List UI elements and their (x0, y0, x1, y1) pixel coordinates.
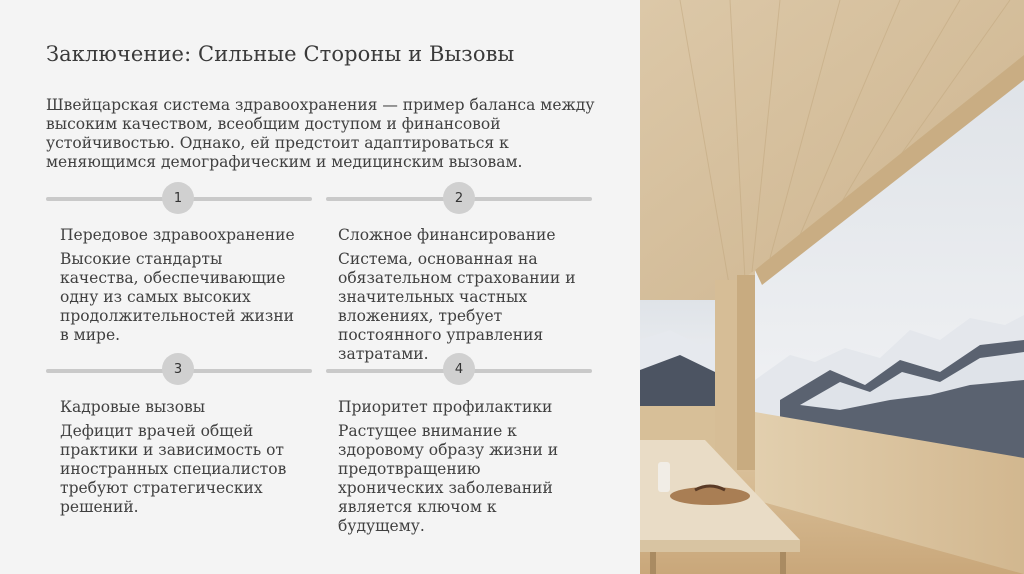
step-number-4: 4 (454, 361, 464, 377)
card-text-4: Растущее внимание к здоровому образу жизни и предотвращению хронических заболеваний является ключом к будущему. (338, 422, 559, 535)
step-marker-2 (443, 182, 475, 214)
step-number-3: 3 (173, 361, 183, 377)
card-text-3: Дефицит врачей общей практики и зависимость от иностранных специалистов требуют стратегических решений. (60, 422, 287, 516)
step-number-2: 2 (454, 190, 464, 206)
card-text-1: Высокие стандарты качества, обеспечивающие одну из самых высоких продолжительностей жизни в мире. (60, 250, 294, 344)
card-title-1: Передовое здравоохранение (60, 226, 295, 244)
card-text-2: Система, основанная на обязательном страховании и значительных частных вложениях, требует постоянного управления затратами. (338, 250, 576, 363)
card-title-4: Приоритет профилактики (338, 398, 553, 416)
card-title-3: Кадровые вызовы (60, 398, 206, 416)
mountain-terrace-photo (640, 0, 1024, 574)
step-marker-4 (443, 353, 475, 385)
step-number-1: 1 (173, 190, 183, 206)
step-marker-3 (162, 353, 194, 385)
step-marker-1 (162, 182, 194, 214)
slide-title: Заключение: Сильные Стороны и Вызовы (46, 42, 515, 66)
intro-paragraph: Швейцарская система здравоохранения — пример баланса между высоким качеством, всеобщим доступом и финансовой устойчивостью. Однако, ей предстоит адаптироваться к меняющимся демографическим и медицинским вызовам. (46, 96, 595, 171)
card-title-2: Сложное финансирование (338, 226, 556, 244)
